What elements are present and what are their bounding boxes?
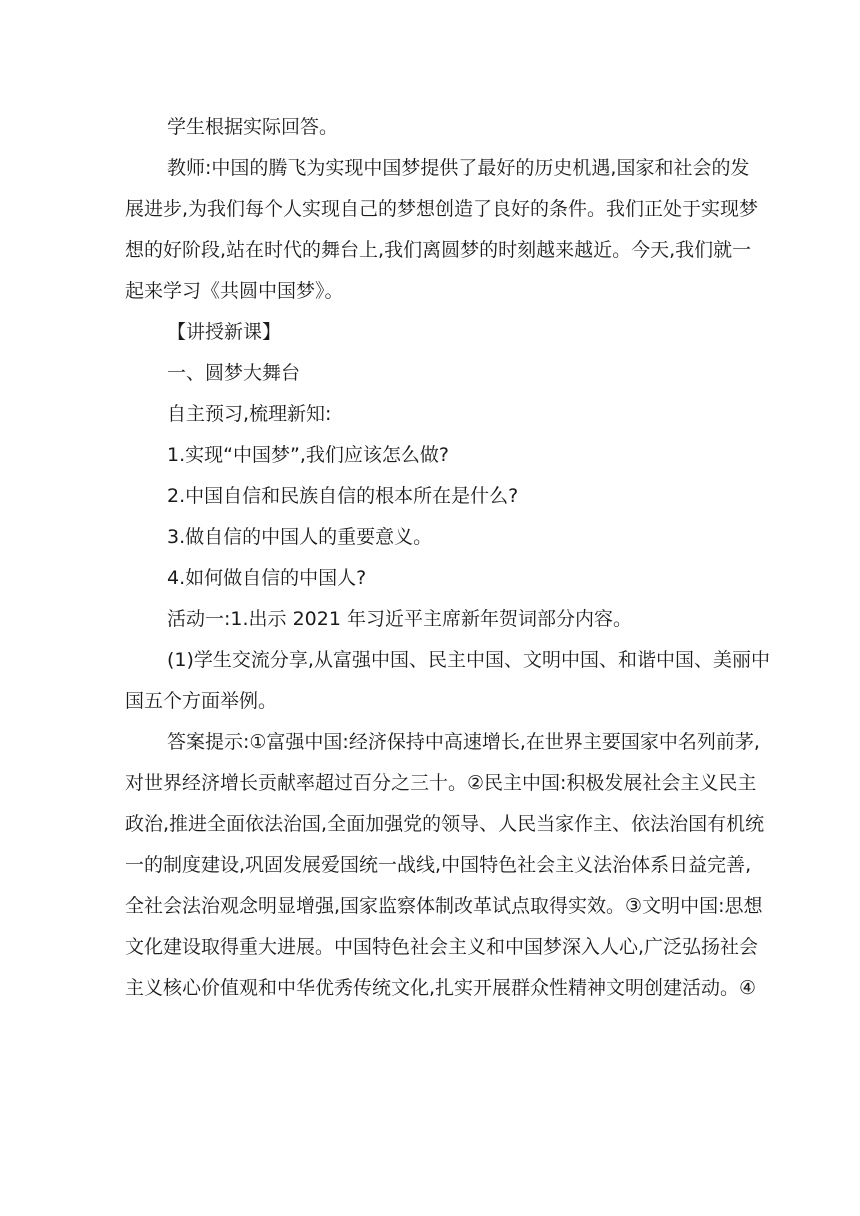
text-line: 全社会法治观念明显增强,国家监察体制改革试点取得实效。③文明中国:思想 [125, 895, 763, 917]
text-line: 展进步,为我们每个人实现自己的梦想创造了良好的条件。我们正处于实现梦 [125, 198, 759, 220]
document-body [125, 107, 770, 1009]
text-line: 活动一:1.出示 2021 年习近平主席新年贺词部分内容。 [167, 608, 632, 630]
text-line: 起来学习《共圆中国梦》。 [125, 280, 344, 302]
text-line: 学生根据实际回答。 [167, 116, 339, 138]
activity-step [125, 640, 770, 722]
question-item [125, 435, 737, 476]
text-line: 【讲授新课】 [167, 321, 282, 343]
paragraph-teacher-intro [125, 148, 759, 312]
text-line: 1.实现“中国梦”,我们应该怎么做? [167, 444, 449, 466]
text-line: 国五个方面举例。 [125, 690, 278, 712]
text-line: 政治,推进全面依法治国,全面加强党的领导、人民当家作主、依法治国有机统 [125, 813, 765, 835]
answer-hint [125, 722, 765, 1009]
question-item [125, 558, 737, 599]
text-line: 主义核心价值观和中华优秀传统文化,扎实开展群众性精神文明创建活动。④ [125, 977, 757, 999]
text-line: 教师:中国的腾飞为实现中国梦提供了最好的历史机遇,国家和社会的发 [167, 157, 750, 179]
text-line: 自主预习,梳理新知: [167, 403, 332, 425]
text-line: 一的制度建设,巩固发展爱国统一战线,中国特色社会主义法治体系日益完善, [125, 854, 752, 876]
text-line: (1)学生交流分享,从富强中国、民主中国、文明中国、和谐中国、美丽中 [167, 649, 770, 671]
activity-one [125, 599, 737, 640]
text-line: 4.如何做自信的中国人? [167, 567, 367, 589]
question-item [125, 476, 737, 517]
self-study-intro [125, 394, 737, 435]
text-line: 对世界经济增长贡献率超过百分之三十。②民主中国:积极发展社会主义民主 [125, 772, 757, 794]
section-heading-new-lesson [125, 312, 737, 353]
text-line: 2.中国自信和民族自信的根本所在是什么? [167, 485, 519, 507]
text-line: 一、圆梦大舞台 [167, 362, 301, 384]
text-line: 想的好阶段,站在时代的舞台上,我们离圆梦的时刻越来越近。今天,我们就一 [125, 239, 752, 261]
text-line: 答案提示:①富强中国:经济保持中高速增长,在世界主要国家中名列前茅, [167, 731, 760, 753]
text-line: 3.做自信的中国人的重要意义。 [167, 526, 433, 548]
text-line: 文化建设取得重大进展。中国特色社会主义和中国梦深入人心,广泛弘扬社会 [125, 936, 759, 958]
subsection-heading [125, 353, 737, 394]
paragraph-student-answer [125, 107, 737, 148]
question-item [125, 517, 737, 558]
